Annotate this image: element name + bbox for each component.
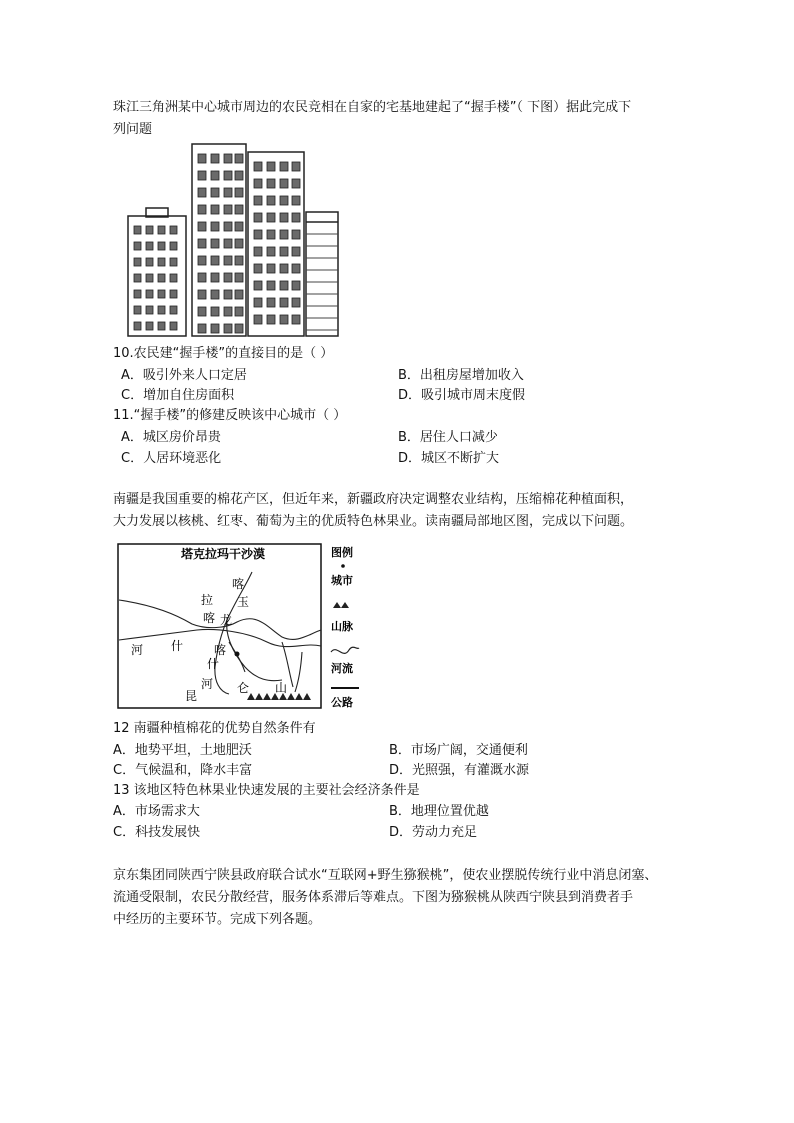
q12-option-d[interactable]: D．光照强，有灌溉水源	[389, 763, 530, 778]
q13-option-d[interactable]: D．劳动力充足	[389, 825, 478, 840]
legend-river-label: 河流	[331, 662, 353, 675]
question-10-stem: 10.农民建“握手楼”的直接目的是（ ）	[113, 346, 334, 361]
q10-option-a[interactable]: A．吸引外来人口定居	[121, 368, 247, 383]
legend-city-symbol	[341, 564, 345, 568]
q11-option-b[interactable]: B．居住人口减少	[398, 430, 498, 445]
q11-option-d[interactable]: D．城区不断扩大	[398, 451, 500, 466]
intro-text-line: 流通受限制，农民分散经营，服务体系滞后等难点。下图为猕猴桃从陕西宁陕县到消费者手	[113, 890, 634, 905]
city-dot	[235, 652, 240, 657]
map-label: 拉	[201, 593, 214, 607]
intro-text-line: 列问题	[113, 122, 153, 137]
map-label: 玉	[237, 595, 250, 609]
q13-option-c[interactable]: C．科技发展快	[113, 825, 201, 840]
q11-option-c[interactable]: C．人居环境恶化	[121, 451, 222, 466]
question-12-stem: 12 南疆种植棉花的优势自然条件有	[113, 721, 316, 736]
map-label: 喀	[232, 577, 245, 591]
river-line	[295, 652, 302, 692]
river-line	[227, 620, 282, 681]
map-label: 昆	[185, 689, 198, 703]
map-label: 什	[171, 639, 184, 653]
legend-title: 图例	[331, 546, 353, 559]
map-label: 什	[207, 657, 220, 671]
legend-road-label: 公路	[331, 696, 353, 709]
handshake-buildings-figure	[124, 142, 340, 338]
map-label: 仑	[237, 681, 250, 695]
map-label: 山	[275, 681, 288, 695]
q12-option-a[interactable]: A．地势平坦，土地肥沃	[113, 743, 252, 758]
q13-option-b[interactable]: B．地理位置优越	[389, 804, 489, 819]
map-label: 喀	[203, 611, 216, 625]
south-xinjiang-map	[117, 542, 360, 712]
map-title: 塔克拉玛干沙漠	[181, 547, 266, 561]
intro-text-line: 京东集团同陕西宁陕县政府联合试水“互联网+野生猕猴桃”，使农业摆脱传统行业中消息闭塞、	[113, 868, 658, 883]
q12-option-c[interactable]: C．气候温和，降水丰富	[113, 763, 253, 778]
q12-option-b[interactable]: B．市场广阔，交通便利	[389, 743, 528, 758]
intro-text-line: 珠江三角洲某中心城市周边的农民竞相在自家的宅基地建起了“握手楼”（ 下图）据此完成下	[113, 100, 632, 115]
legend-river-symbol	[331, 647, 359, 653]
q10-option-d[interactable]: D．吸引城市周末度假	[398, 388, 526, 403]
intro-text-line: 大力发展以核桃、红枣、葡萄为主的优质特色林果业。读南疆局部地区图，完成以下问题。	[113, 514, 634, 529]
q10-option-c[interactable]: C．增加自住房面积	[121, 388, 235, 403]
intro-text-line: 中经历的主要环节。完成下列各题。	[113, 912, 322, 927]
map-label: 河	[131, 643, 144, 657]
map-label: 河	[201, 677, 214, 691]
legend-mountain-symbol	[333, 602, 349, 608]
map-label: 龙	[220, 613, 233, 627]
intro-text-line: 南疆是我国重要的棉花产区，但近年来，新疆政府决定调整农业结构，压缩棉花种植面积，	[113, 492, 634, 507]
legend-mountain-label: 山脉	[331, 620, 353, 633]
legend-city-label: 城市	[331, 574, 353, 587]
q11-option-a[interactable]: A．城区房价昂贵	[121, 430, 221, 445]
q13-option-a[interactable]: A．市场需求大	[113, 804, 200, 819]
map-label: 喀	[214, 643, 227, 657]
question-11-stem: 11.“握手楼”的修建反映该中心城市（ ）	[113, 408, 347, 423]
question-13-stem: 13 该地区特色林果业快速发展的主要社会经济条件是	[113, 783, 420, 798]
q10-option-b[interactable]: B．出租房屋增加收入	[398, 368, 524, 383]
